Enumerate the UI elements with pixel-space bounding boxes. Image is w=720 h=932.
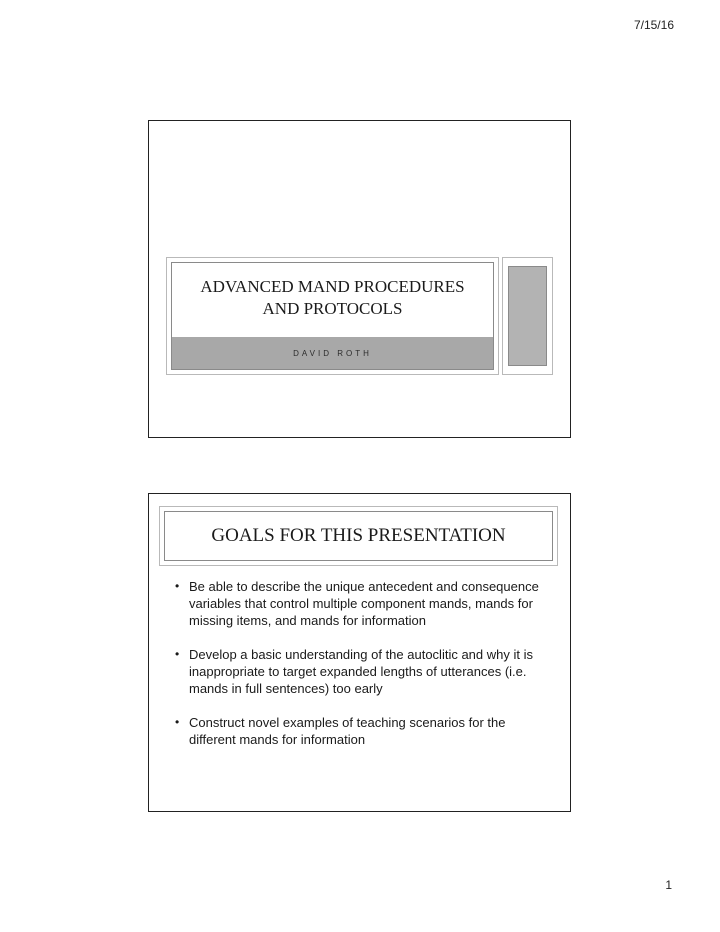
decorative-side-block <box>508 266 547 366</box>
page-number: 1 <box>665 878 672 892</box>
goal-item-3: • Construct novel examples of teaching scenarios for the different mands for information <box>175 714 545 748</box>
goal-item-1: • Be able to describe the unique antecedent and consequence variables that control multiple component mands, mands for missing items, and mands for information <box>175 578 545 629</box>
decorative-side-frame <box>502 257 553 375</box>
goal-item-2: • Develop a basic understanding of the autoclitic and why it is inappropriate to target expanded lengths of utterances (i.e. mands in full sentences) too early <box>175 646 545 697</box>
subtitle-band <box>172 337 493 369</box>
handout-date: 7/15/16 <box>633 18 674 32</box>
slide-title <box>148 120 571 438</box>
title-block <box>166 257 499 375</box>
slide-goals <box>148 493 571 812</box>
title-line-2: AND PROTOCOLS <box>262 299 403 318</box>
goals-title: GOALS FOR THIS PRESENTATION <box>211 525 506 546</box>
goals-list <box>175 578 545 765</box>
presenter-name: DAVID ROTH <box>293 348 372 358</box>
title-text-area <box>172 263 493 333</box>
presentation-title <box>188 276 478 320</box>
title-block-inner <box>171 262 494 370</box>
goals-title-inner <box>164 511 553 561</box>
title-line-1: ADVANCED MAND PROCEDURES <box>200 277 465 296</box>
goals-title-block <box>159 506 558 566</box>
